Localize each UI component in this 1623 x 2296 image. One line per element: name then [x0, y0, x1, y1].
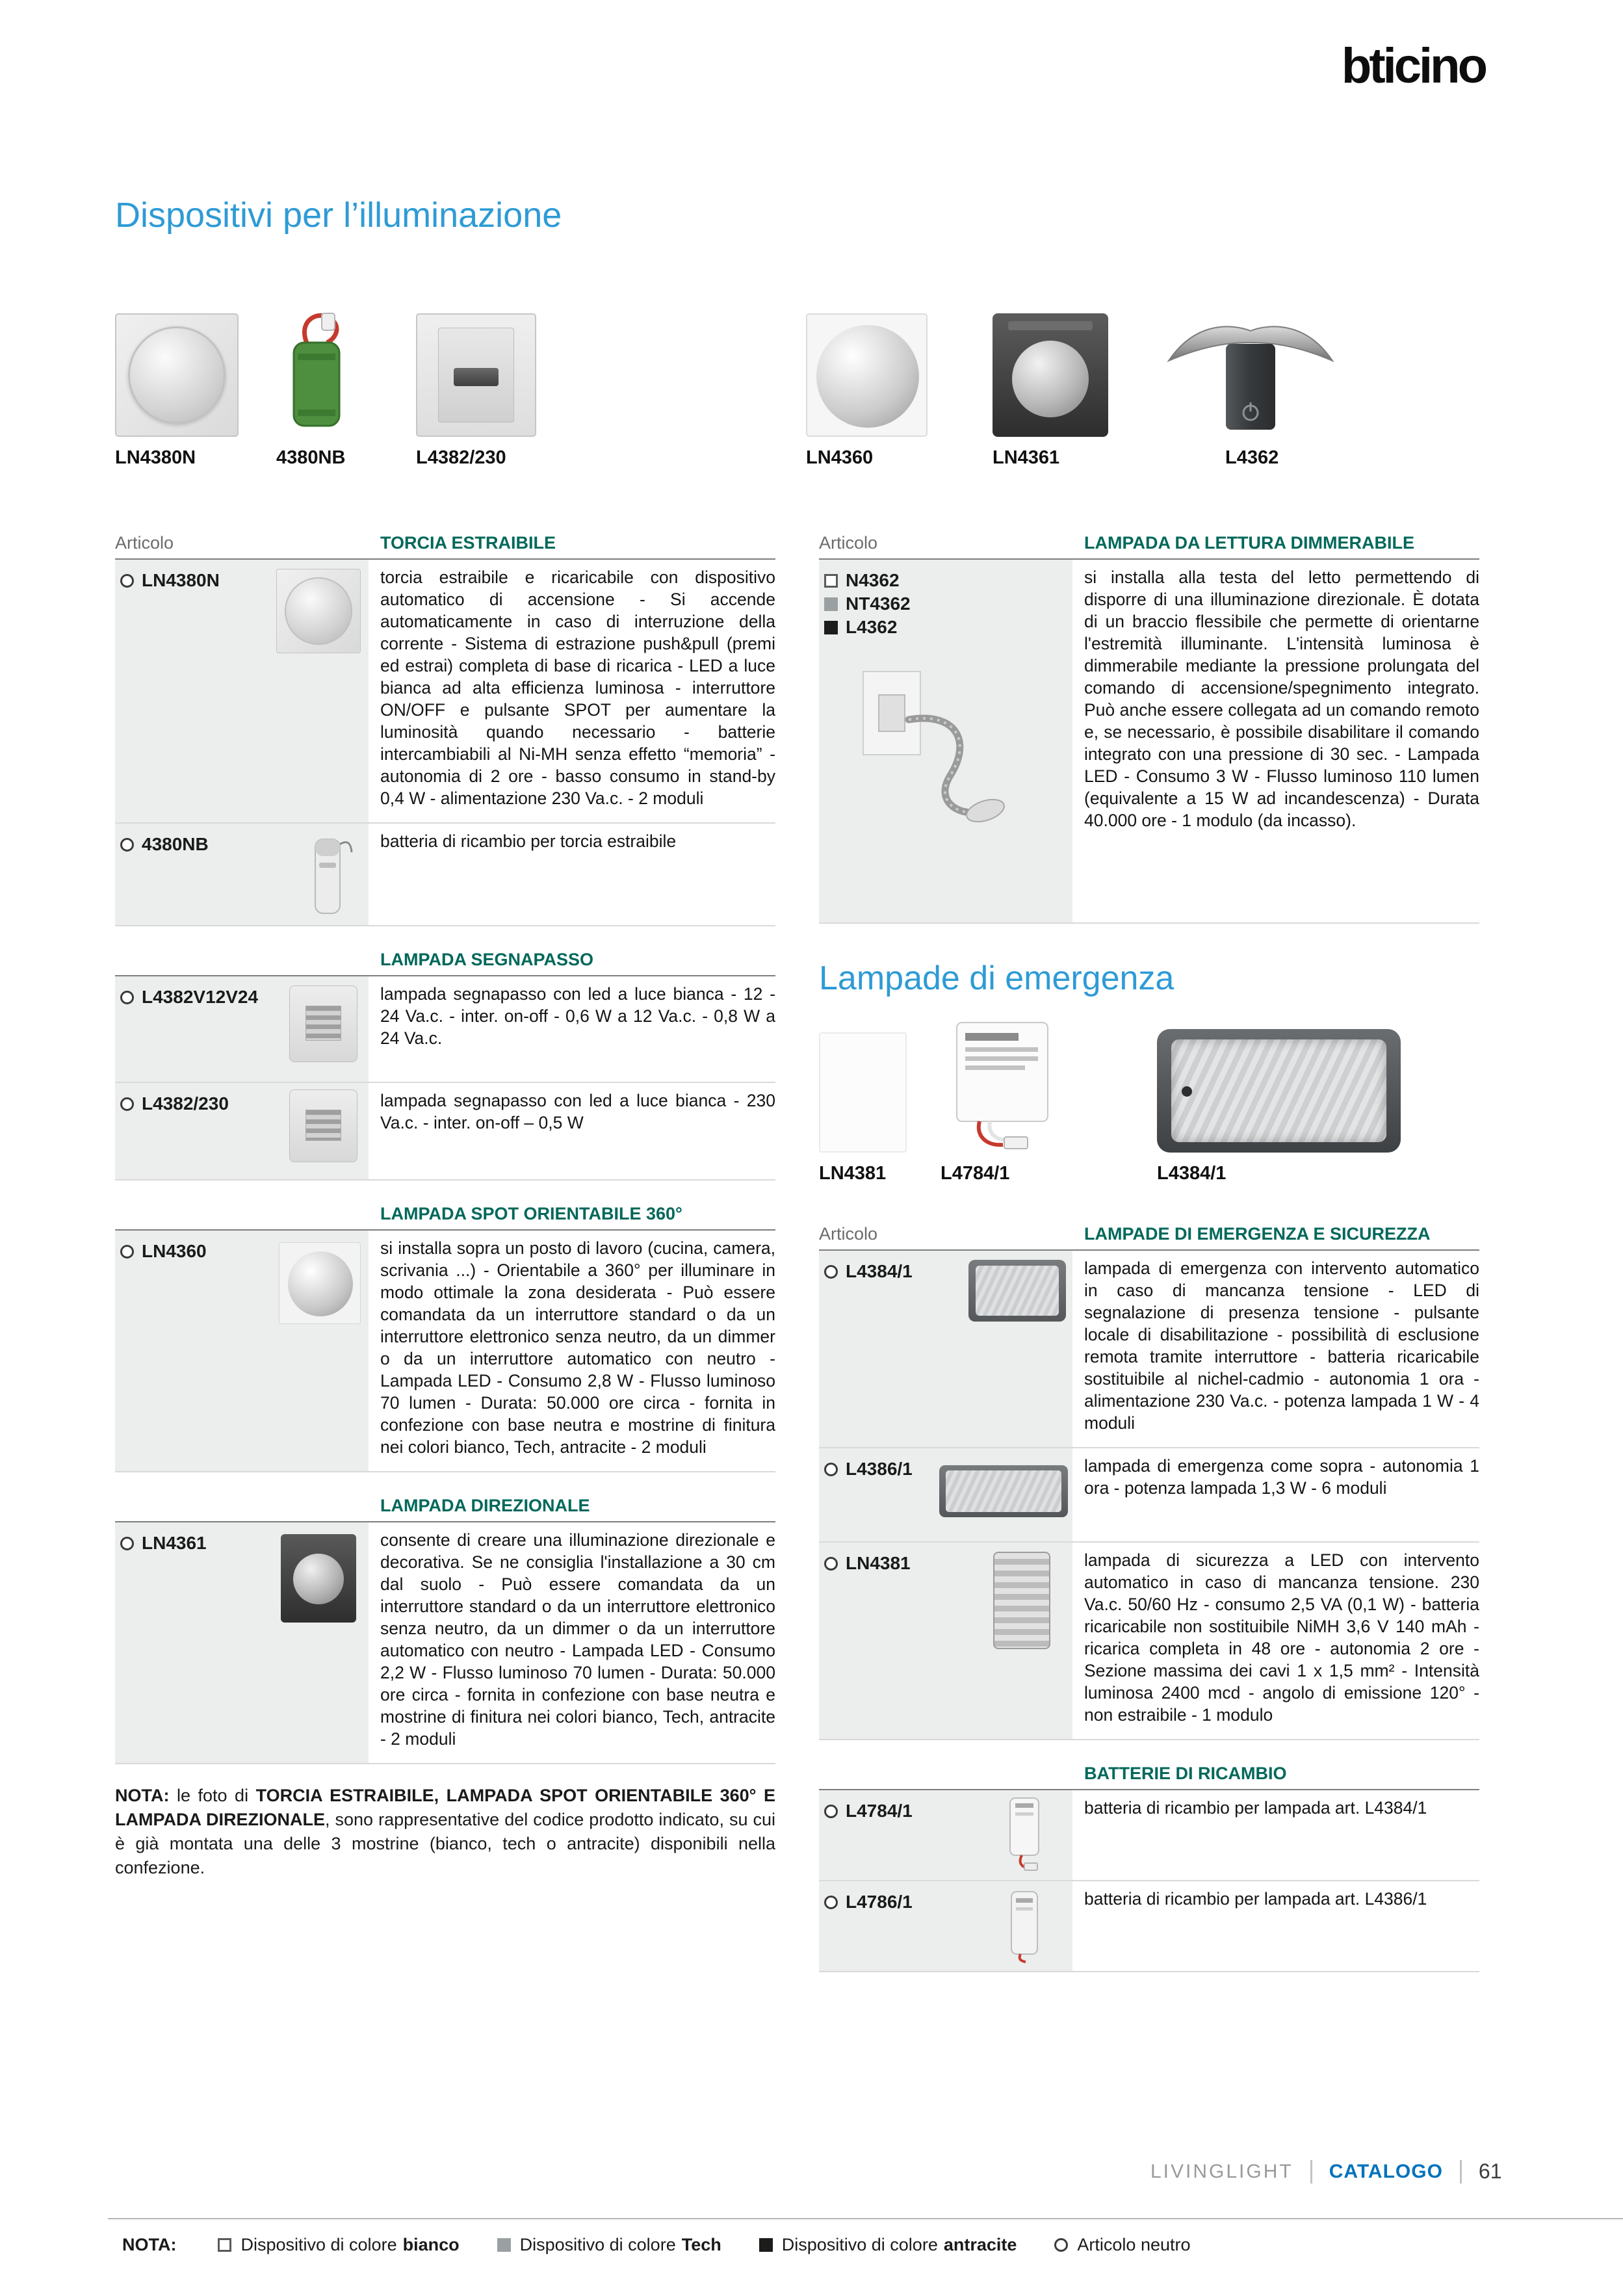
emergency-section-title: Lampade di emergenza [819, 959, 1175, 997]
article-description: torcia estraibile e ricaricabile con dispositivo automatico di accensione - Si accende automaticamente in caso di interruzione della corrente - Sistema di estrazione push&pull (premi ed estrai) completa di base di ricarica - LED a luce bianca ad alta efficienza luminosa - interruttore ON/OFF e pulsante SPOT per aumentare la luminosità quando necessario - batterie intercambiabili al Ni-MH senza effetto “memoria” - autonomia di 2 ore - basso consumo in stand-by 0,4 W - alimentazione 230 Va.c. - 2 moduli [380, 567, 775, 808]
square-anthracite-icon [824, 621, 838, 634]
table-header [819, 1764, 1479, 1790]
table-header [115, 950, 775, 976]
table-row [115, 560, 775, 824]
product-code: L4384/1 [1157, 1163, 1227, 1184]
product-photo-l4382-230 [416, 313, 536, 437]
showcase-ln4361 [993, 299, 1108, 469]
product-thumb-l4784-1 [1002, 1794, 1048, 1875]
article-code-label: L4386/1 [846, 1459, 913, 1479]
table-row [819, 1251, 1479, 1448]
showcase-ln4381 [819, 1015, 907, 1184]
section-title: LAMPADA DA LETTURA DIMMERABILE [1084, 533, 1414, 553]
section-title: LAMPADA DIREZIONALE [380, 1496, 590, 1515]
product-code: L4362 [1225, 447, 1279, 468]
color-legend [122, 2235, 1197, 2255]
table-header [115, 1496, 775, 1522]
article-description: lampada di sicurezza a LED con intervento automatico in caso di mancanza tensione. 230 Va.c. 50/60 Hz - consumo 2,5 VA (0,1 W) - batteria ricaricabile non sostituibile NiMH 3,6 V 140 mAh - ricarica completa in 48 ore - autonomia 2 ore - Sezione massima dei cavi 1 x 1,5 mm² - Intensità luminosa 2400 mcd - angolo di emissione 120° - non estraibile - 1 modulo [1084, 1550, 1479, 1725]
nota-paragraph: NOTA: le foto di TORCIA ESTRAIBILE, LAMPADA SPOT ORIENTABILE 360° E LAMPADA DIREZIONALE, sono rappresentative del codice prodotto indicato, su cui è già montata una delle 3 mostrine (bianco, tech o antracite) disponibili nella confezione. [115, 1786, 776, 1877]
article-cell [819, 1543, 1072, 1739]
showcase-4380nb [276, 299, 357, 469]
article-description: si installa sopra un posto di lavoro (cucina, camera, scrivania ...) - Orientabile a 360° per illuminare in modo ottimale la zona desiderata - Può essere comandata da un interruttore standard o da un interruttore elettronico senza neutro, da un dimmer o da un interruttore automatico con neutro - Lampada LED - Consumo 2,8 W - Flusso luminoso 70 lumen - Durata: 50.000 ore circa - fornita in confezione con base neutra e mostrine di finitura nei colori bianco, Tech, antracite - 2 moduli [380, 1238, 775, 1457]
page-number: 61 [1478, 2159, 1502, 2183]
article-description: lampada di emergenza come sopra - autonomia 1 ora - potenza lampada 1,3 W - 6 moduli [1084, 1456, 1479, 1498]
table-row [115, 1083, 775, 1181]
table-lampade-emergenza [819, 1224, 1479, 1740]
circle-neutral-icon [120, 991, 134, 1004]
table-lampada-lettura [819, 533, 1479, 924]
article-code-line [824, 617, 1072, 638]
emergency-showcase [819, 1015, 1479, 1194]
product-thumb-l4786-1 [1002, 1885, 1048, 1966]
article-code-label: L4786/1 [846, 1892, 913, 1912]
nota-label: NOTA: [115, 1786, 170, 1805]
circle-neutral-icon [120, 574, 134, 588]
table-row [115, 824, 775, 926]
circle-neutral-icon [824, 1896, 838, 1909]
article-code-label: L4384/1 [846, 1261, 913, 1281]
section-title: LAMPADA SEGNAPASSO [380, 950, 594, 969]
article-description: lampada segnapasso con led a luce bianca - 12 - 24 Va.c. - inter. on-off - 0,6 W a 12 Va.c. - 0,8 W a 24 Va.c. [380, 984, 775, 1048]
showcase-l4362 [1163, 299, 1338, 469]
article-description: consente di creare una illuminazione direzionale e decorativa. Se ne consiglia l'installazione a 30 cm dal suolo - Può essere comandata da un interruttore standard o da un interruttore elettronico senza neutro, da un dimmer o da un interruttore automatico con neutro - Lampada LED - Consumo 2,2 W - Flusso luminoso 70 lumen - Durata: 50.000 ore circa - fornita in confezione con base neutra e mostrine di finitura nei colori bianco, Tech, antracite - 2 moduli [380, 1530, 775, 1749]
product-code: 4380NB [276, 447, 346, 468]
section-title: LAMPADE DI EMERGENZA E SICUREZZA [1084, 1224, 1431, 1244]
showcase-l4784-1 [941, 1015, 1064, 1184]
table-batterie-ricambio [819, 1764, 1479, 1972]
article-code-label: NT4362 [846, 594, 911, 614]
product-thumb-l4384-1 [968, 1260, 1066, 1322]
bticino-logo-text: bticino [1341, 38, 1485, 94]
article-description: batteria di ricambio per lampada art. L4384/1 [1084, 1798, 1427, 1818]
article-description: batteria di ricambio per torcia estraibile [380, 831, 677, 851]
footer-divider [1460, 2160, 1462, 2184]
circle-neutral-icon [824, 1557, 838, 1571]
square-anthracite-icon [759, 2238, 773, 2252]
legend-item-neutro: Articolo neutro [1054, 2235, 1196, 2255]
square-white-icon [824, 574, 838, 588]
showcase-l4384-1 [1157, 1015, 1401, 1184]
article-cell [115, 976, 369, 1082]
article-code-label: LN4361 [142, 1533, 207, 1553]
legend-item-antracite: Dispositivo di colore antracite [759, 2235, 1017, 2255]
article-description: batteria di ricambio per lampada art. L4386/1 [1084, 1889, 1427, 1909]
article-code-line [824, 570, 1072, 591]
product-thumb-ln4381 [993, 1552, 1050, 1649]
product-photo-4380nb [276, 307, 357, 437]
product-code: LN4381 [819, 1163, 887, 1184]
footer-divider [1310, 2160, 1312, 2184]
table-row [819, 1790, 1479, 1881]
table-row [819, 1448, 1479, 1543]
product-thumb-ln4380n [276, 569, 361, 653]
section-title: TORCIA ESTRAIBILE [380, 533, 556, 553]
article-code-label: L4362 [846, 617, 898, 637]
article-cell [115, 824, 369, 925]
page-title: Dispositivi per l’illuminazione [115, 196, 562, 235]
legend-item-tech: Dispositivo di colore Tech [497, 2235, 721, 2255]
page-footer [1150, 2159, 1502, 2184]
showcase-ln4360 [806, 299, 928, 469]
article-cell [819, 1448, 1072, 1541]
article-cell [819, 1881, 1072, 1971]
article-code-label: L4784/1 [846, 1801, 913, 1821]
article-description: si installa alla testa del letto permettendo di disporre di una illuminazione direzionale. È dotata di un braccio flessibile che permette di orientarne l'estremità illuminante. L'intensità luminosa è dimmerabile mediante la pressione prolungata del comando di accensione/spegnimento integrato. Può anche essere collegata ad un comando remoto e, se necessario, è possibile disabilitare il comando integrato con una pressione di 30 sec. - Lampada LED - Consumo 3 W - Flusso luminoso 110 lumen (equivalente a 15 W ad incandescenza) - Durata 40.000 ore - 1 modulo (da incasso). [1084, 567, 1479, 830]
article-code-label: LN4360 [142, 1241, 207, 1261]
circle-neutral-icon [120, 1245, 134, 1259]
articolo-column-header: Articolo [115, 533, 174, 553]
table-row [819, 1881, 1479, 1972]
circle-neutral-icon [824, 1265, 838, 1279]
product-thumb-l4382-230 [289, 1089, 357, 1162]
article-code-label: N4362 [846, 570, 900, 590]
product-thumb-4380nb [304, 828, 356, 923]
product-thumb-l4386-1 [939, 1465, 1068, 1517]
square-tech-icon [497, 2238, 511, 2252]
legend-divider [108, 2218, 1623, 2219]
square-white-icon [218, 2238, 231, 2252]
table-row [115, 1231, 775, 1472]
product-thumb-l4382v12v24 [289, 985, 357, 1062]
article-cell [819, 1251, 1072, 1447]
circle-neutral-icon [824, 1805, 838, 1818]
article-cell [819, 560, 1072, 922]
article-cell [115, 560, 369, 822]
section-title: BATTERIE DI RICAMBIO [1084, 1764, 1287, 1783]
articolo-column-header: Articolo [819, 1224, 878, 1244]
table-row [819, 1543, 1479, 1740]
product-code: LN4360 [806, 447, 874, 468]
table-torcia-estraibile [115, 533, 775, 926]
circle-neutral-icon [824, 1463, 838, 1476]
legend-item-bianco: Dispositivo di colore bianco [218, 2235, 459, 2255]
article-cell [115, 1231, 369, 1471]
product-photo-ln4360 [806, 313, 928, 437]
article-code-label: L4382V12V24 [142, 987, 259, 1007]
product-thumb-ln4361 [281, 1534, 356, 1623]
article-code-label: LN4380N [142, 570, 220, 590]
square-tech-icon [824, 597, 838, 611]
article-code-label: 4380NB [142, 834, 209, 854]
article-description: lampada segnapasso con led a luce bianca - 230 Va.c. - inter. on-off – 0,5 W [380, 1091, 775, 1132]
table-header [115, 1204, 775, 1231]
article-code-label: L4382/230 [142, 1093, 229, 1114]
product-thumb-reading-lamp [858, 657, 1007, 836]
product-photo-ln4361 [993, 313, 1108, 437]
catalog-label: CATALOGO [1329, 2160, 1443, 2182]
article-code-label: LN4381 [846, 1553, 911, 1573]
product-photo-l4362 [1163, 310, 1338, 437]
legend-nota-label: NOTA: [122, 2235, 177, 2254]
series-name: LIVINGLIGHT [1150, 2160, 1293, 2182]
bticino-logo [1271, 38, 1485, 94]
product-code: L4382/230 [416, 447, 506, 468]
product-thumb-ln4360 [279, 1242, 361, 1324]
showcase-ln4380n [115, 299, 239, 469]
product-photo-ln4381 [819, 1032, 907, 1153]
circle-neutral-icon [120, 1097, 134, 1111]
table-header [819, 1224, 1479, 1251]
articolo-column-header: Articolo [819, 533, 878, 553]
product-photo-l4784-1 [941, 1017, 1064, 1153]
table-header [819, 533, 1479, 560]
article-cell [115, 1083, 369, 1179]
circle-neutral-icon [120, 1537, 134, 1550]
article-description: lampada di emergenza con intervento automatico in caso di mancanza tensione - LED di segnalazione di presenza tensione - pulsante locale di disabilitazione - possibilità di esclusione remota tramite interruttore - batteria ricaricabile sostituibile al nichel-cadmio - autonomia 1 ora - alimentazione 230 Va.c. - potenza lampada 1 W - 4 moduli [1084, 1259, 1479, 1433]
left-column [115, 533, 775, 1880]
table-row [115, 1522, 775, 1764]
table-lampada-spot [115, 1204, 775, 1472]
showcase-l4382-230 [416, 299, 536, 469]
table-lampada-segnapasso [115, 950, 775, 1181]
article-code-line [824, 594, 1072, 614]
table-header [115, 533, 775, 560]
section-title: LAMPADA SPOT ORIENTABILE 360° [380, 1204, 682, 1223]
right-column [819, 533, 1479, 1972]
circle-neutral-icon [1054, 2238, 1068, 2252]
table-row [819, 560, 1479, 924]
article-cell [819, 1790, 1072, 1880]
table-lampada-direzionale [115, 1496, 775, 1764]
product-code: LN4361 [993, 447, 1060, 468]
product-photo-ln4380n [115, 313, 239, 437]
article-cell [115, 1522, 369, 1763]
product-code: L4784/1 [941, 1163, 1010, 1184]
circle-neutral-icon [120, 838, 134, 852]
table-row [115, 976, 775, 1083]
product-code: LN4380N [115, 447, 196, 468]
product-photo-l4384-1 [1157, 1029, 1401, 1153]
